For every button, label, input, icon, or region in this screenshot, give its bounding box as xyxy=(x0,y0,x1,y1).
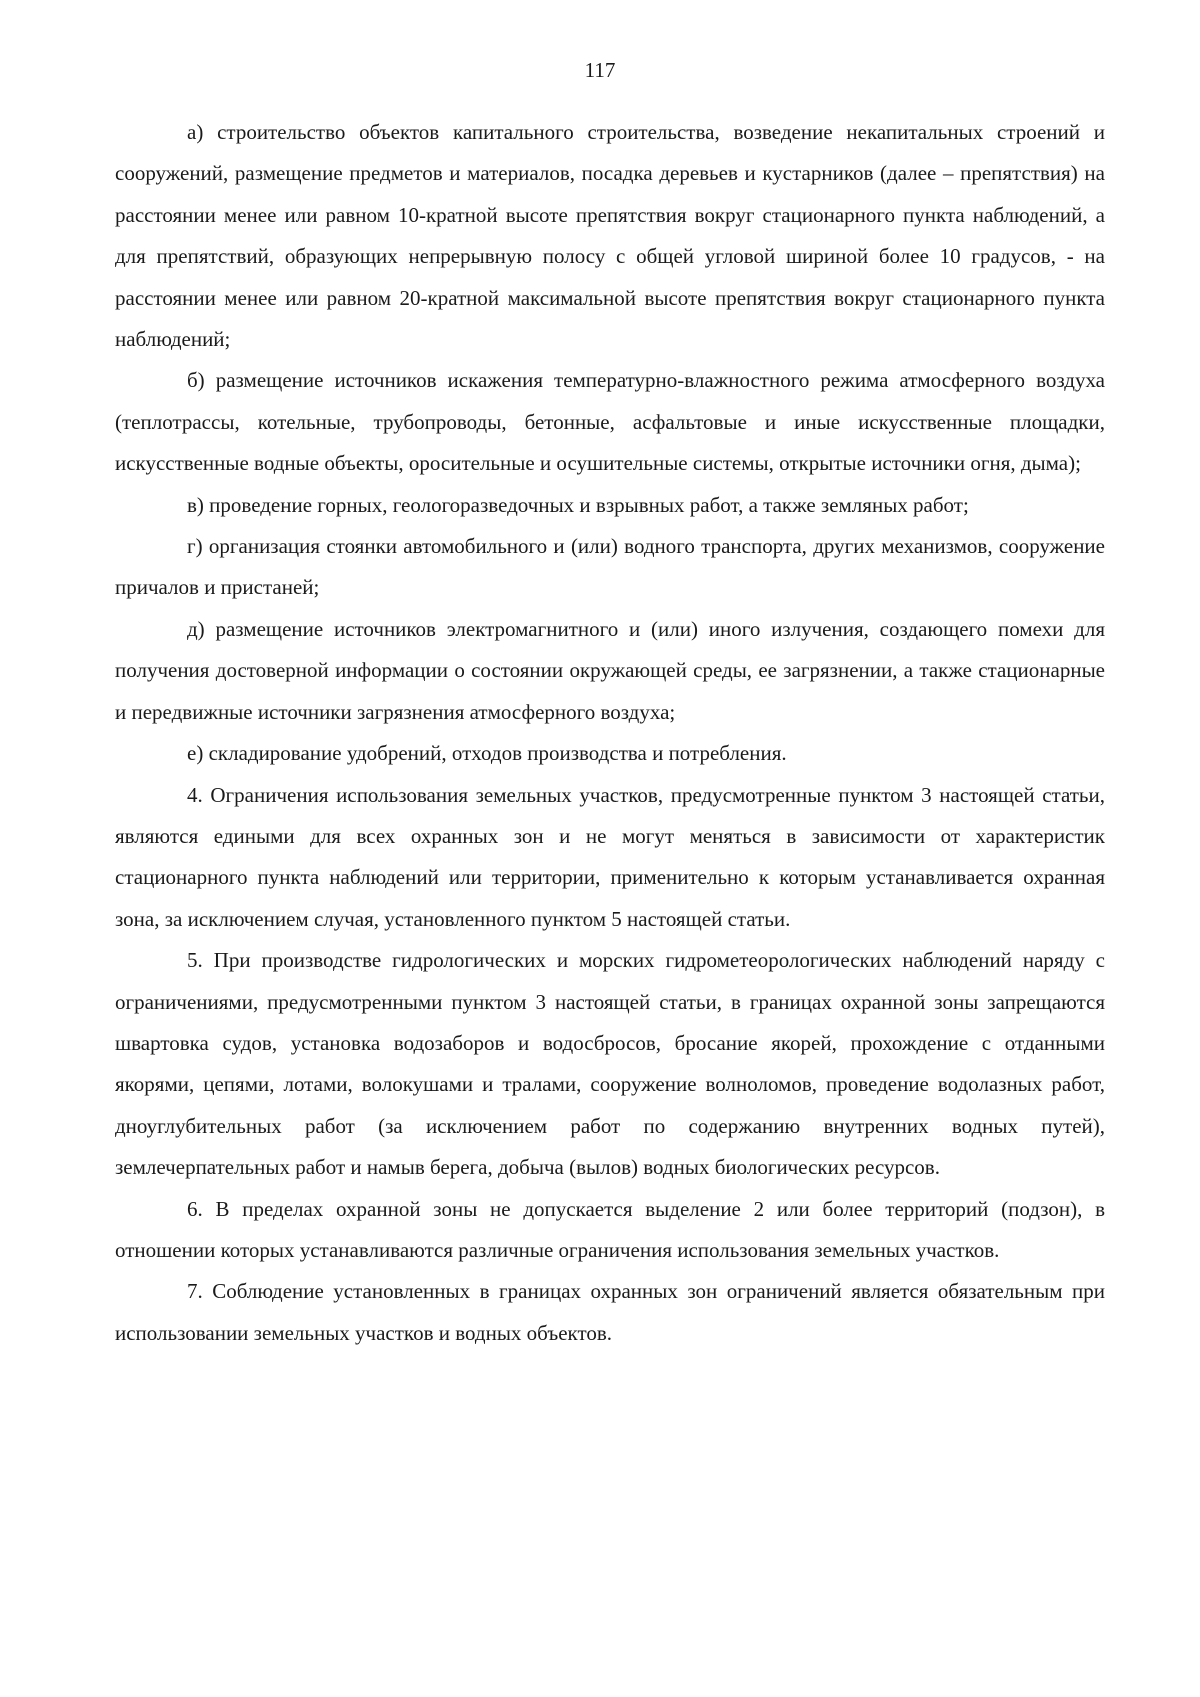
paragraph-a: а) строительство объектов капитального строительства, возведение некапитальных строений и сооружений, размещение предметов и материалов, посадка деревьев и кустарников (далее – препятствия) на расстоянии менее или равном 10-кратной высоте препятствия вокруг стационарного пункта наблюдений, а для препятствий, образующих непрерывную полосу с общей угловой шириной более 10 градусов, - на расстоянии менее или равном 20-кратной максимальной высоте препятствия вокруг стационарного пункта наблюдений; xyxy=(115,120,1105,352)
paragraph-d: д) размещение источников электромагнитного и (или) иного излучения, создающего помехи для получения достоверной информации о состоянии окружающей среды, ее загрязнении, а также стационарные и передвижные источники загрязнения атмосферного воздуха; xyxy=(115,616,1105,724)
paragraph-g: г) организация стоянки автомобильного и (или) водного транспорта, других механизмов, сооружение причалов и пристаней; xyxy=(115,534,1105,600)
paragraph-e: е) складирование удобрений, отходов производства и потребления. xyxy=(187,741,787,766)
document-body xyxy=(115,112,1105,1354)
paragraph-b: б) размещение источников искажения температурно-влажностного режима атмосферного воздуха (теплотрассы, котельные, трубопроводы, бетонные, асфальтовые и иные искусственные площадки, искусственные водные объекты, оросительные и осушительные системы, открытые источники огня, дыма); xyxy=(115,368,1105,476)
paragraph-v: в) проведение горных, геологоразведочных и взрывных работ, а также земляных работ; xyxy=(187,492,969,517)
paragraph-6: 6. В пределах охранной зоны не допускается выделение 2 или более территорий (подзон), в отношении которых устанавливаются различные ограничения использования земельных участков. xyxy=(115,1196,1105,1262)
paragraph-5: 5. При производстве гидрологических и морских гидрометеорологических наблюдений наряду с ограничениями, предусмотренными пунктом 3 настоящей статьи, в границах охранной зоны запрещаются швартовка судов, установка водозаборов и водосбросов, бросание якорей, прохождение с отданными якорями, цепями, лотами, волокушами и тралами, сооружение волноломов, проведение водолазных работ, дноуглубительных работ (за исключением работ по содержанию внутренних водных путей), землечерпательных работ и намыв берега, добыча (вылов) водных биологических ресурсов. xyxy=(115,948,1105,1180)
page-number: 117 xyxy=(584,58,616,82)
paragraph-4: 4. Ограничения использования земельных участков, предусмотренные пунктом 3 настоящей статьи, являются едиными для всех охранных зон и не могут меняться в зависимости от характеристик стационарного пункта наблюдений или территории, применительно к которым устанавливается охранная зона, за исключением случая, установленного пунктом 5 настоящей статьи. xyxy=(115,782,1105,931)
paragraph-7: 7. Соблюдение установленных в границах охранных зон ограничений является обязательным при использовании земельных участков и водных объектов. xyxy=(115,1279,1105,1345)
